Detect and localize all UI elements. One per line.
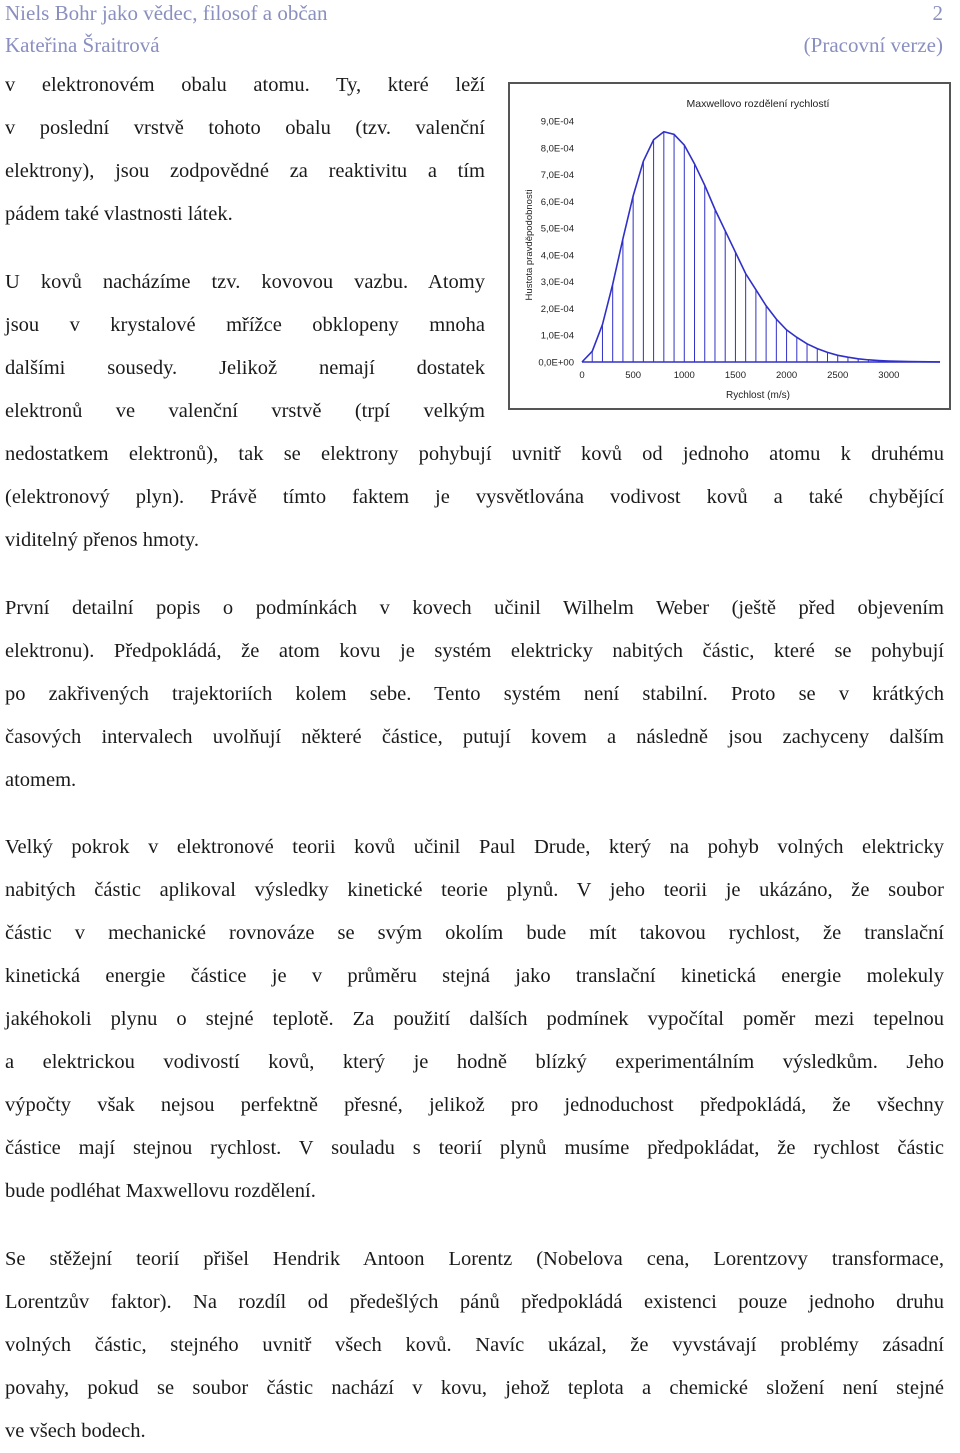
text-line: částic v mechanické rovnováze se svým okolím bude mít takovou rychlost, že translační [5,922,944,944]
x-tick-label: 2000 [776,370,798,381]
text-line: ve všech bodech. [5,1420,146,1442]
x-tick-label: 2500 [827,370,849,381]
y-tick-label: 1,0E-04 [540,330,574,342]
text-line: výpočty však nejsou perfektně přesné, jelikož pro jednoduchost předpokládá, že všechny [5,1094,944,1116]
paragraph-2-beside-chart [5,261,485,433]
version-label: (Pracovní verze) [803,33,943,57]
text-line: bude podléhat Maxwellovu rozdělení. [5,1180,316,1202]
chart-ylabel: Hustota pravděpodobnosti [524,189,535,301]
paragraph-4 [5,826,944,1213]
text-line: v elektronovém obalu atomu. Ty, které leží [5,74,485,96]
y-tick-label: 2,0E-04 [540,303,574,315]
y-tick-label: 7,0E-04 [540,170,574,182]
page-number: 2 [932,1,943,25]
text-line: První detailní popis o podmínkách v kovech učinil Wilhelm Weber (ještě před objevením [5,597,944,619]
y-tick-label: 6,0E-04 [540,196,574,208]
text-line: a elektrickou vodivostí kovů, který je hodně blízký experimentálním výsledkům. Jeho [5,1051,944,1073]
text-line: časových intervalech uvolňují některé částice, putují kovem a následně jsou zachyceny dalším [5,726,944,748]
x-tick-label: 500 [625,370,642,381]
text-line: jsou v krystalové mřížce obklopeny mnoha [5,314,485,336]
header-title: Niels Bohr jako vědec, filosof a občan [5,1,328,25]
text-line: Se stěžejní teorií přišel Hendrik Antoon Lorentz (Nobelova cena, Lorentzovy transformace, [5,1248,944,1270]
paragraph-2-continued [5,433,944,562]
y-tick-label: 0,0E+00 [538,357,574,369]
text-line: Lorentzův faktor). Na rozdíl od předešlých pánů předpokládá existenci pouze jednoho druhu [5,1291,944,1313]
text-line: nabitých částic aplikoval výsledky kinetické teorie plynů. V jeho teorii je ukázáno, že soubor [5,879,944,901]
paragraph-3 [5,587,944,802]
x-tick-label: 3000 [878,370,900,381]
paragraph-1 [5,64,485,236]
x-tick-label: 1000 [673,370,695,381]
y-tick-label: 9,0E-04 [540,116,574,128]
text-line: (elektronový plyn). Právě tímto faktem je vysvětlována vodivost kovů a také chybějící [5,486,944,508]
text-line: nedostatkem elektronů), tak se elektrony pohybují uvnitř kovů od jednoho atomu k druhému [5,443,944,465]
text-line: elektronu). Předpokládá, že atom kovu je systém elektricky nabitých částic, které se pohybují [5,640,944,662]
header-author: Kateřina Šraitrová [5,33,160,57]
text-line: dalšími sousedy. Jelikož nemají dostatek [5,357,485,379]
y-tick-label: 8,0E-04 [540,143,574,155]
text-line: povahy, pokud se soubor částic nachází v kovu, jehož teplota a chemické složení není stejné [5,1377,944,1399]
text-line: elektrony), jsou zodpovědné za reaktivitu a tím [5,160,485,182]
x-tick-label: 0 [579,370,585,381]
text-line: pádem také vlastnosti látek. [5,203,233,225]
chart-title: Maxwellovo rozdělení rychlostí [686,98,830,110]
text-line: atomem. [5,769,77,791]
chart-xlabel: Rychlost (m/s) [726,390,790,401]
text-line: částice mají stejnou rychlost. V souladu s teorií plynů musíme předpokládat, že rychlost částic [5,1137,944,1159]
distribution-curve [582,132,940,362]
text-line: jakéhokoli plynu o stejné teplotě. Za použití dalších podmínek vypočítal poměr mezi tepelnou [5,1008,944,1030]
y-tick-label: 4,0E-04 [540,250,574,262]
text-line: viditelný přenos hmoty. [5,529,199,551]
text-line: kinetická energie částice je v průměru stejná jako translační kinetická energie molekuly [5,965,944,987]
text-line: Velký pokrok v elektronové teorii kovů učinil Paul Drude, který na pohyb volných elektricky [5,836,944,858]
x-tick-label: 1500 [724,370,746,381]
maxwell-chart-svg [510,84,949,408]
text-line: po zakřivených trajektoriích kolem sebe. Tento systém není stabilní. Proto se v krátkých [5,683,944,705]
text-line: v poslední vrstvě tohoto obalu (tzv. valenční [5,117,485,139]
maxwell-chart [508,82,951,410]
y-tick-label: 3,0E-04 [540,277,574,289]
text-line: elektronů ve valenční vrstvě (trpí velkým [5,400,485,422]
y-tick-label: 5,0E-04 [540,223,574,235]
paragraph-5 [5,1238,944,1453]
text-line: U kovů nacházíme tzv. kovovou vazbu. Atomy [5,271,485,293]
text-line: volných částic, stejného uvnitř všech kovů. Navíc ukázal, že vyvstávají problémy zásadní [5,1334,944,1356]
